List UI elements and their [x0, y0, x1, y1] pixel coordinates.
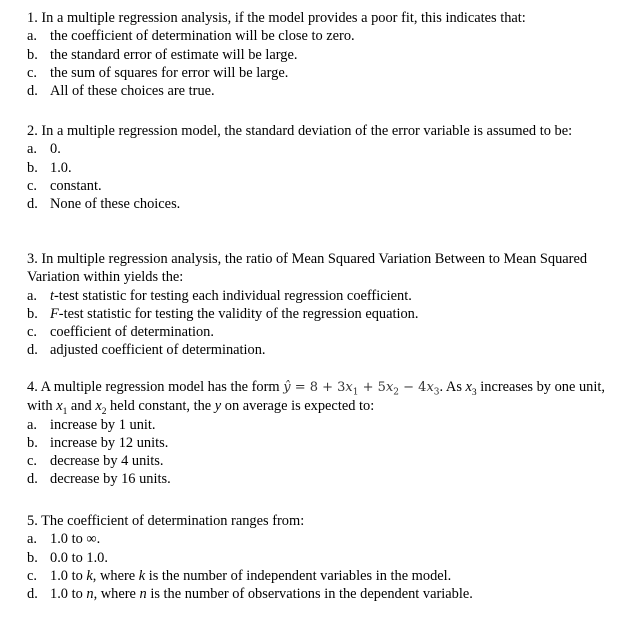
regression-formula [283, 380, 440, 398]
choice-text: None of these choices. [50, 196, 181, 213]
choice-text: -test statistic for testing each individual regression coefficient. [54, 287, 412, 304]
stem-text: 4. A multiple regression model has the form [27, 379, 284, 395]
choice-text: 1.0 to ∞. [50, 531, 101, 548]
choice-text: 1.0 to [50, 567, 87, 584]
choice-b [27, 46, 607, 64]
choice-c [27, 452, 607, 470]
choice-letter: c. [27, 64, 37, 81]
choice-text: decrease by 16 units. [50, 471, 171, 488]
formula-part: = 8 + 3 [290, 380, 346, 395]
question-stem [27, 378, 607, 416]
choice-a [27, 140, 607, 158]
choice-letter: a. [27, 141, 37, 158]
x-symbol: x [385, 380, 394, 395]
question-stem: 1. In a multiple regression analysis, if the model provides a poor fit, this indicates that: [27, 10, 526, 26]
choice-text: the coefficient of determination will be close to zero. [50, 28, 355, 45]
choice-letter: a. [27, 531, 37, 548]
choice-text: , where [92, 567, 139, 584]
stem-text: . As [439, 379, 466, 395]
choice-b [27, 549, 607, 567]
choice-c [27, 64, 607, 82]
choice-b [27, 305, 607, 323]
stem-text: and [67, 398, 96, 415]
choice-letter: b. [27, 434, 38, 451]
choice-d [27, 585, 607, 603]
choice-c [27, 567, 607, 585]
choice-letter: b. [27, 549, 38, 566]
question-stem: 2. In a multiple regression model, the standard deviation of the error variable is assumed to be: [27, 123, 573, 139]
choice-text: 0. [50, 141, 61, 158]
y-hat-symbol: ŷ [283, 380, 291, 395]
y-symbol: y [214, 398, 222, 415]
italic-symbol: k [138, 567, 146, 584]
choice-text: is the number of observations in the dependent variable. [146, 586, 473, 603]
choice-letter: c. [27, 177, 37, 194]
x-symbol: x [465, 379, 472, 395]
choice-letter: d. [27, 586, 38, 603]
choice-letter: c. [27, 324, 37, 341]
choice-b [27, 159, 607, 177]
choice-d [27, 195, 607, 213]
choice-text: All of these choices are true. [50, 83, 215, 100]
choice-letter: b. [27, 305, 38, 322]
question-1 [27, 9, 607, 100]
question-stem: 5. The coefficient of determination ranges from: [27, 513, 305, 529]
subscript: 2 [393, 387, 400, 398]
choice-text: -test statistic for testing the validity of the regression equation. [58, 305, 419, 322]
choice-letter: d. [27, 471, 38, 488]
choice-text: increase by 12 units. [50, 434, 169, 451]
choice-a [27, 530, 607, 548]
choice-letter: a. [27, 287, 37, 304]
choice-letter: a. [27, 416, 37, 433]
subscript: 3 [433, 387, 440, 398]
question-4 [27, 378, 607, 489]
italic-symbol: n [139, 586, 147, 603]
choice-text: adjusted coefficient of determination. [50, 342, 266, 359]
choice-a [27, 287, 607, 305]
choice-c [27, 323, 607, 341]
italic-symbol: F [50, 305, 59, 322]
subscript: 1 [352, 387, 359, 398]
italic-symbol: n [86, 586, 94, 603]
italic-symbol: t [50, 287, 54, 304]
x-symbol: x [345, 380, 353, 395]
question-5 [27, 512, 607, 603]
choice-letter: c. [27, 567, 37, 584]
choice-d [27, 82, 607, 100]
stem-text: increases by one unit, with [27, 379, 605, 415]
choice-d [27, 341, 607, 359]
x-symbol: x [426, 380, 434, 395]
choice-text: , where [93, 586, 140, 603]
choice-text: coefficient of determination. [50, 324, 214, 341]
choice-a [27, 416, 607, 434]
choice-c [27, 177, 607, 195]
x-symbol: x [95, 398, 102, 415]
choice-letter: a. [27, 28, 37, 45]
stem-text: on average is expected to: [221, 398, 375, 415]
choice-letter: d. [27, 342, 38, 359]
choice-text: increase by 1 unit. [50, 416, 156, 433]
question-3 [27, 250, 607, 360]
subscript: 2 [101, 407, 107, 418]
choice-letter: b. [27, 46, 38, 63]
choice-b [27, 434, 607, 452]
question-2 [27, 122, 607, 213]
choice-text: 1.0. [50, 159, 72, 176]
formula-part: + 5 [358, 380, 386, 395]
choice-text: 1.0 to [50, 586, 87, 603]
choice-text: the sum of squares for error will be large. [50, 64, 289, 81]
choice-letter: b. [27, 159, 38, 176]
choice-text: is the number of independent variables in the model. [145, 567, 452, 584]
choice-text: the standard error of estimate will be large. [50, 46, 298, 63]
italic-symbol: k [86, 567, 93, 584]
subscript: 1 [62, 407, 68, 418]
choice-text: constant. [50, 177, 102, 194]
question-stem: 3. In multiple regression analysis, the ratio of Mean Squared Variation Between to Mean Squared Variation within yields the: [27, 251, 588, 286]
choice-d [27, 470, 607, 488]
choice-a [27, 27, 607, 45]
stem-text: held constant, the [106, 398, 215, 415]
subscript: 3 [471, 387, 477, 398]
choice-letter: d. [27, 83, 38, 100]
formula-part: − 4 [399, 380, 427, 395]
choice-text: decrease by 4 units. [50, 453, 164, 470]
x-symbol: x [56, 398, 63, 415]
choice-text: 0.0 to 1.0. [50, 549, 108, 566]
choice-letter: c. [27, 453, 37, 470]
choice-letter: d. [27, 196, 38, 213]
